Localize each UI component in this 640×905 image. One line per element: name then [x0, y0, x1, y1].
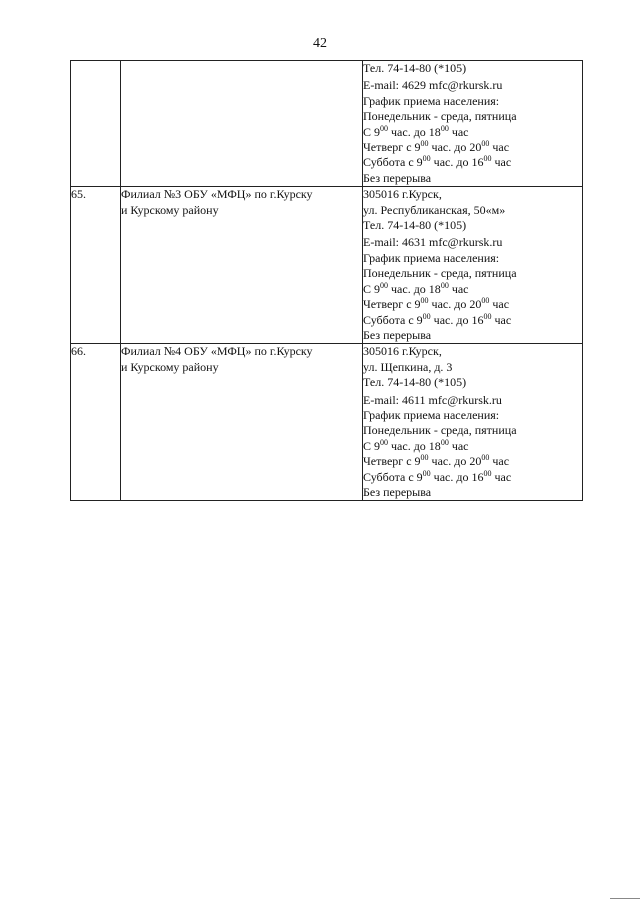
phone-line: Тел. 74-14-80 (*105) — [363, 218, 467, 233]
branch-name-line: Филиал №4 ОБУ «МФЦ» по г.Курску — [121, 344, 313, 359]
postal-line: 305016 г.Курск, — [363, 187, 442, 202]
schedule-saturday: Суббота с $9^{00}$ час. до $16^{00}$ час — [363, 311, 512, 327]
row-number-cell — [71, 61, 121, 187]
row-number: 66. — [71, 344, 86, 359]
contacts-cell — [363, 344, 583, 501]
mfc-branches-table — [70, 60, 583, 501]
email-line: E-mail: 4611 mfc@rkursk.ru — [363, 392, 502, 407]
street-line: ул. Республиканская, 50«м» — [363, 202, 506, 217]
schedule-heading: График приема населения: — [363, 93, 500, 108]
schedule-saturday: Суббота с $9^{00}$ час. до $16^{00}$ час — [363, 468, 512, 484]
page-number: 42 — [313, 36, 327, 51]
branch-name-line: и Курскому району — [121, 359, 219, 374]
branch-name-cell — [121, 344, 363, 501]
schedule-mon-wed-fri: С $9^{00}$ час. до $18^{00}$ час — [363, 437, 469, 453]
schedule-mon-wed-fri: С $9^{00}$ час. до $18^{00}$ час — [363, 123, 469, 139]
schedule-saturday: Суббота с $9^{00}$ час. до $16^{00}$ час — [363, 154, 512, 170]
schedule-thursday: Четверг с $9^{00}$ час. до $20^{00}$ час — [363, 295, 510, 312]
branch-name-cell — [121, 61, 363, 187]
branch-name-line: Филиал №3 ОБУ «МФЦ» по г.Курску — [121, 187, 313, 202]
phone-line: Тел. 74-14-80 (*105) — [363, 61, 467, 75]
table-row — [71, 344, 583, 501]
table-row — [71, 187, 583, 344]
postal-line: 305016 г.Курск, — [363, 344, 442, 359]
no-break-line: Без перерыва — [363, 170, 432, 185]
page-edge-mark — [610, 898, 640, 899]
email-line: E-mail: 4629 mfc@rkursk.ru — [363, 78, 503, 93]
schedule-mon-wed-fri: С $9^{00}$ час. до $18^{00}$ час — [363, 280, 469, 296]
email-line: E-mail: 4631 mfc@rkursk.ru — [363, 235, 503, 250]
table-row — [71, 61, 583, 187]
schedule-thursday: Четверг с $9^{00}$ час. до $20^{00}$ час — [363, 452, 510, 469]
row-number-cell — [71, 344, 121, 501]
no-break-line: Без перерыва — [363, 484, 432, 499]
row-number: 65. — [71, 187, 86, 202]
street-line: ул. Щепкина, д. 3 — [363, 359, 453, 374]
schedule-thursday: Четверг с $9^{00}$ час. до $20^{00}$ час — [363, 138, 510, 155]
schedule-heading: График приема населения: — [363, 250, 500, 265]
phone-line: Тел. 74-14-80 (*105) — [363, 375, 467, 390]
row-number-cell — [71, 187, 121, 344]
schedule-days: Понедельник - среда, пятница — [363, 109, 517, 124]
contacts-cell — [363, 187, 583, 344]
branch-name-cell — [121, 187, 363, 344]
branch-name-line: и Курскому району — [121, 202, 219, 217]
schedule-heading: График приема населения: — [363, 407, 500, 422]
schedule-days: Понедельник - среда, пятница — [363, 266, 517, 281]
schedule-days: Понедельник - среда, пятница — [363, 423, 517, 438]
contacts-cell — [363, 61, 583, 187]
no-break-line: Без перерыва — [363, 327, 432, 342]
